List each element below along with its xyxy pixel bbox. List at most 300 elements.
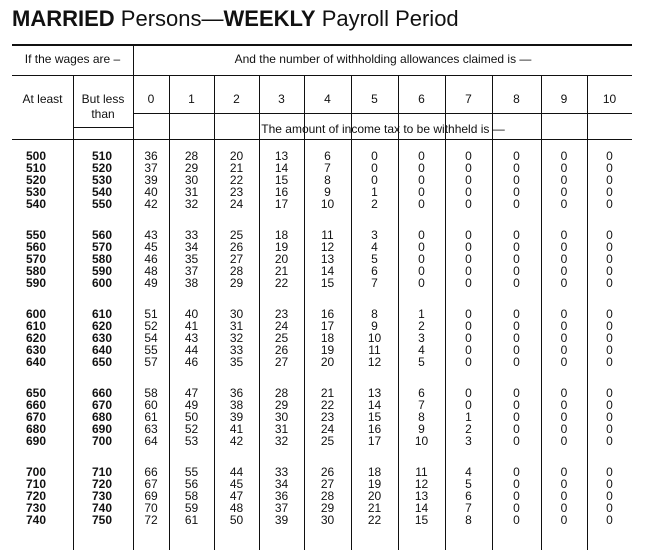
tax-cell: 0 xyxy=(371,149,378,163)
tax-cell: 30 xyxy=(184,173,199,187)
tax-cell: 24 xyxy=(229,197,244,211)
tax-cell: 28 xyxy=(229,264,244,278)
tax-cell: 52 xyxy=(184,422,199,436)
but-less-cell: 650 xyxy=(91,355,113,369)
tax-cell: 0 xyxy=(513,501,520,515)
but-less-cell: 630 xyxy=(91,331,113,345)
tax-cell: 43 xyxy=(184,331,199,345)
tax-cell: 12 xyxy=(320,240,335,254)
tax-cell: 2 xyxy=(371,197,378,211)
tax-cell: 0 xyxy=(560,398,568,412)
tax-cell: 0 xyxy=(513,343,520,357)
but-less-cell: 720 xyxy=(91,477,113,491)
tax-cell: 9 xyxy=(324,185,331,199)
tax-cell: 3 xyxy=(371,228,378,242)
tax-cell: 39 xyxy=(144,173,158,187)
tax-cell: 44 xyxy=(184,343,199,357)
allowance-col-header: 2 xyxy=(233,92,240,106)
tax-cell: 0 xyxy=(560,197,568,211)
tax-cell: 27 xyxy=(274,355,289,369)
tax-cell: 0 xyxy=(513,240,520,254)
tax-cell: 0 xyxy=(465,386,472,400)
tax-cell: 70 xyxy=(144,501,158,515)
tax-cell: 0 xyxy=(560,228,568,242)
but-less-cell: 550 xyxy=(91,197,113,211)
at-least-cell: 600 xyxy=(25,307,47,321)
tax-cell: 58 xyxy=(144,386,158,400)
tax-cell: 0 xyxy=(560,434,568,448)
at-least-cell: 530 xyxy=(25,185,47,199)
tax-cell: 3 xyxy=(418,331,425,345)
tax-cell: 0 xyxy=(513,465,520,479)
tax-cell: 6 xyxy=(465,489,472,503)
at-least-cell: 580 xyxy=(25,264,47,278)
at-least-cell: 510 xyxy=(25,161,47,175)
allowance-col-header: 6 xyxy=(418,92,425,106)
tax-cell: 0 xyxy=(606,355,613,369)
tax-cell: 0 xyxy=(606,307,613,321)
tax-cell: 30 xyxy=(229,307,244,321)
but-less-cell: 670 xyxy=(91,398,113,412)
at-least-cell: 500 xyxy=(25,149,47,163)
tax-cell: 47 xyxy=(184,386,199,400)
tax-cell: 0 xyxy=(560,343,568,357)
tax-cell: 4 xyxy=(465,465,472,479)
tax-cell: 45 xyxy=(229,477,244,491)
tax-cell: 23 xyxy=(320,410,335,424)
but-less-cell: 590 xyxy=(91,264,113,278)
but-less-cell: 610 xyxy=(91,307,113,321)
tax-cell: 22 xyxy=(367,513,382,527)
tax-cell: 33 xyxy=(274,465,289,479)
tax-cell: 4 xyxy=(418,343,425,357)
tax-cell: 20 xyxy=(229,149,244,163)
tax-cell: 0 xyxy=(513,276,520,290)
tax-cell: 50 xyxy=(184,410,199,424)
at-least-cell: 740 xyxy=(25,513,47,527)
tax-cell: 0 xyxy=(560,240,568,254)
tax-cell: 39 xyxy=(229,410,244,424)
tax-cell: 3 xyxy=(465,434,472,448)
tax-cell: 0 xyxy=(418,276,425,290)
tax-label: The amount of income tax to be withheld is — xyxy=(261,122,505,136)
tax-cell: 0 xyxy=(465,149,472,163)
tax-cell: 0 xyxy=(606,331,613,345)
tax-cell: 0 xyxy=(606,185,613,199)
tax-cell: 46 xyxy=(144,252,158,266)
at-least-cell: 650 xyxy=(25,386,47,400)
but-less-cell: 560 xyxy=(91,228,113,242)
tax-cell: 0 xyxy=(560,513,568,527)
tax-cell: 7 xyxy=(324,161,331,175)
tax-cell: 5 xyxy=(371,252,378,266)
tax-cell: 0 xyxy=(560,477,568,491)
header-rule xyxy=(12,75,632,76)
tax-cell: 18 xyxy=(367,465,382,479)
tax-cell: 0 xyxy=(606,501,613,515)
at-least-cell: 590 xyxy=(25,276,47,290)
at-least-cell: 660 xyxy=(25,398,47,412)
tax-cell: 0 xyxy=(465,307,472,321)
tax-cell: 10 xyxy=(367,331,382,345)
tax-cell: 0 xyxy=(371,161,378,175)
tax-cell: 8 xyxy=(371,307,378,321)
page-title xyxy=(12,4,459,34)
tax-cell: 0 xyxy=(606,252,613,266)
tax-cell: 1 xyxy=(418,307,425,321)
tax-cell: 15 xyxy=(320,276,335,290)
tax-cell: 60 xyxy=(144,398,158,412)
tax-cell: 0 xyxy=(465,264,472,278)
tax-cell: 0 xyxy=(560,149,568,163)
tax-cell: 20 xyxy=(320,355,335,369)
tax-cell: 38 xyxy=(229,398,244,412)
tax-cell: 14 xyxy=(367,398,382,412)
tax-cell: 21 xyxy=(367,501,382,515)
allowance-col-header: 9 xyxy=(560,92,568,106)
at-least-cell: 680 xyxy=(25,422,47,436)
tax-cell: 38 xyxy=(184,276,199,290)
title-weekly: WEEKLY xyxy=(223,6,316,31)
tax-cell: 0 xyxy=(513,264,520,278)
tax-cell: 1 xyxy=(371,185,378,199)
but-less-cell: 710 xyxy=(91,465,113,479)
tax-cell: 29 xyxy=(320,501,335,515)
tax-cell: 13 xyxy=(414,489,429,503)
at-least-header: At least xyxy=(22,92,63,106)
tax-cell: 0 xyxy=(606,386,613,400)
tax-cell: 48 xyxy=(144,264,158,278)
tax-label-rule xyxy=(133,139,632,140)
at-least-cell: 550 xyxy=(25,228,47,242)
withholding-table xyxy=(12,44,632,550)
tax-cell: 61 xyxy=(184,513,199,527)
tax-cell: 0 xyxy=(465,240,472,254)
tax-cell: 0 xyxy=(465,252,472,266)
tax-cell: 0 xyxy=(560,410,568,424)
tax-cell: 0 xyxy=(513,434,520,448)
tax-cell: 22 xyxy=(229,173,244,187)
tax-cell: 48 xyxy=(229,501,244,515)
tax-cell: 55 xyxy=(144,343,158,357)
tax-cell: 30 xyxy=(274,410,289,424)
tax-cell: 10 xyxy=(414,434,429,448)
tax-cell: 57 xyxy=(144,355,158,369)
tax-cell: 40 xyxy=(184,307,199,321)
allowance-rule xyxy=(133,113,632,114)
tax-cell: 6 xyxy=(324,149,331,163)
title-persons: Persons— xyxy=(114,6,224,31)
tax-cell: 0 xyxy=(560,307,568,321)
tax-cell: 35 xyxy=(184,252,199,266)
tax-cell: 13 xyxy=(367,386,382,400)
allowance-col-header: 4 xyxy=(324,92,331,106)
tax-cell: 54 xyxy=(144,331,158,345)
tax-cell: 0 xyxy=(513,185,520,199)
allowance-col-header: 8 xyxy=(513,92,520,106)
tax-cell: 39 xyxy=(274,513,289,527)
at-least-cell: 520 xyxy=(25,173,47,187)
tax-cell: 7 xyxy=(371,276,378,290)
tax-cell: 18 xyxy=(320,331,335,345)
but-less-cell: 750 xyxy=(91,513,113,527)
tax-cell: 0 xyxy=(560,501,568,515)
tax-cell: 0 xyxy=(513,161,520,175)
tax-cell: 25 xyxy=(320,434,335,448)
at-least-cell: 560 xyxy=(25,240,47,254)
tax-cell: 26 xyxy=(274,343,289,357)
tax-cell: 67 xyxy=(144,477,158,491)
tax-cell: 0 xyxy=(513,398,520,412)
tax-cell: 55 xyxy=(184,465,199,479)
wages-label: If the wages are – xyxy=(24,52,121,66)
tax-cell: 21 xyxy=(320,386,335,400)
tax-cell: 36 xyxy=(274,489,289,503)
tax-cell: 0 xyxy=(465,173,472,187)
tax-cell: 11 xyxy=(321,228,334,242)
tax-cell: 14 xyxy=(274,161,289,175)
tax-cell: 17 xyxy=(320,319,335,333)
tax-cell: 0 xyxy=(606,465,613,479)
tax-cell: 15 xyxy=(414,513,429,527)
tax-cell: 0 xyxy=(513,489,520,503)
at-least-cell: 700 xyxy=(25,465,47,479)
tax-cell: 10 xyxy=(320,197,335,211)
tax-cell: 0 xyxy=(560,252,568,266)
tax-cell: 28 xyxy=(184,149,199,163)
tax-cell: 17 xyxy=(274,197,289,211)
tax-cell: 12 xyxy=(367,355,382,369)
at-least-cell: 620 xyxy=(25,331,47,345)
tax-cell: 46 xyxy=(184,355,199,369)
tax-cell: 15 xyxy=(367,410,382,424)
tax-cell: 0 xyxy=(606,264,613,278)
title-payroll-period: Payroll Period xyxy=(315,6,459,31)
but-less-cell: 660 xyxy=(91,386,113,400)
tax-cell: 50 xyxy=(229,513,244,527)
tax-cell: 18 xyxy=(274,228,289,242)
tax-cell: 21 xyxy=(229,161,244,175)
but-less-cell: 680 xyxy=(91,410,113,424)
tax-cell: 26 xyxy=(320,465,335,479)
tax-cell: 0 xyxy=(560,489,568,503)
tax-cell: 4 xyxy=(371,240,378,254)
but-less-cell: 700 xyxy=(91,434,113,448)
tax-cell: 0 xyxy=(418,173,425,187)
tax-cell: 16 xyxy=(274,185,289,199)
tax-cell: 33 xyxy=(184,228,199,242)
tax-cell: 0 xyxy=(606,161,613,175)
tax-cell: 0 xyxy=(465,161,472,175)
tax-cell: 42 xyxy=(229,434,244,448)
tax-cell: 0 xyxy=(513,307,520,321)
allowances-label: And the number of withholding allowances claimed is — xyxy=(234,52,532,66)
tax-cell: 6 xyxy=(418,386,425,400)
tax-cell: 69 xyxy=(144,489,158,503)
allowance-col-header: 0 xyxy=(147,92,155,106)
tax-cell: 61 xyxy=(144,410,158,424)
at-least-cell: 640 xyxy=(25,355,47,369)
tax-cell: 0 xyxy=(418,185,425,199)
tax-cell: 0 xyxy=(418,228,425,242)
tax-cell: 36 xyxy=(144,149,158,163)
tax-cell: 24 xyxy=(274,319,289,333)
tax-cell: 8 xyxy=(465,513,472,527)
at-least-cell: 540 xyxy=(25,197,47,211)
tax-cell: 0 xyxy=(465,355,472,369)
tax-cell: 31 xyxy=(229,319,244,333)
tax-cell: 15 xyxy=(274,173,289,187)
tax-cell: 0 xyxy=(560,355,568,369)
tax-cell: 59 xyxy=(184,501,199,515)
tax-cell: 0 xyxy=(513,386,520,400)
tax-cell: 29 xyxy=(229,276,244,290)
tax-cell: 0 xyxy=(560,161,568,175)
tax-cell: 0 xyxy=(606,240,613,254)
tax-cell: 0 xyxy=(606,434,613,448)
tax-cell: 20 xyxy=(367,489,382,503)
tax-cell: 44 xyxy=(229,465,244,479)
tax-cell: 0 xyxy=(560,331,568,345)
tax-cell: 37 xyxy=(184,264,199,278)
tax-cell: 33 xyxy=(229,343,244,357)
tax-cell: 0 xyxy=(418,161,425,175)
tax-cell: 31 xyxy=(184,185,199,199)
at-least-cell: 630 xyxy=(25,343,47,357)
tax-cell: 0 xyxy=(465,197,472,211)
tax-cell: 14 xyxy=(414,501,429,515)
tax-cell: 0 xyxy=(560,319,568,333)
tax-cell: 0 xyxy=(606,513,613,527)
tax-cell: 0 xyxy=(513,355,520,369)
tax-cell: 72 xyxy=(144,513,158,527)
tax-cell: 40 xyxy=(144,185,158,199)
wage-header-rule xyxy=(73,127,133,128)
tax-cell: 0 xyxy=(465,185,472,199)
tax-cell: 37 xyxy=(274,501,289,515)
tax-cell: 37 xyxy=(144,161,158,175)
tax-cell: 41 xyxy=(229,422,244,436)
tax-cell: 2 xyxy=(418,319,425,333)
tax-cell: 0 xyxy=(606,149,613,163)
tax-cell: 23 xyxy=(229,185,244,199)
tax-cell: 0 xyxy=(513,319,520,333)
tax-cell: 11 xyxy=(368,343,381,357)
tax-cell: 43 xyxy=(144,228,158,242)
tax-cell: 0 xyxy=(606,422,613,436)
tax-cell: 0 xyxy=(513,197,520,211)
at-least-cell: 670 xyxy=(25,410,47,424)
but-less-cell: 540 xyxy=(91,185,113,199)
tax-cell: 16 xyxy=(367,422,382,436)
tax-cell: 8 xyxy=(324,173,331,187)
tax-cell: 13 xyxy=(320,252,335,266)
tax-cell: 0 xyxy=(465,276,472,290)
tax-cell: 25 xyxy=(274,331,289,345)
allowance-col-header: 7 xyxy=(465,92,472,106)
tax-cell: 32 xyxy=(229,331,244,345)
tax-cell: 58 xyxy=(184,489,199,503)
tax-cell: 0 xyxy=(465,398,472,412)
tax-cell: 0 xyxy=(606,228,613,242)
but-less-cell: 600 xyxy=(91,276,113,290)
tax-cell: 16 xyxy=(320,307,335,321)
tax-cell: 0 xyxy=(418,264,425,278)
tax-cell: 0 xyxy=(513,173,520,187)
but-less-cell: 510 xyxy=(91,149,113,163)
tax-cell: 30 xyxy=(320,513,335,527)
tax-cell: 0 xyxy=(560,465,568,479)
tax-cell: 0 xyxy=(606,197,613,211)
tax-cell: 0 xyxy=(560,185,568,199)
tax-cell: 0 xyxy=(418,149,425,163)
tax-cell: 24 xyxy=(320,422,335,436)
tax-cell: 12 xyxy=(414,477,429,491)
tax-cell: 0 xyxy=(560,386,568,400)
tax-cell: 0 xyxy=(560,264,568,278)
but-less-cell: 640 xyxy=(91,343,113,357)
tax-cell: 27 xyxy=(229,252,244,266)
tax-cell: 0 xyxy=(418,252,425,266)
tax-cell: 5 xyxy=(418,355,425,369)
but-less-cell: 530 xyxy=(91,173,113,187)
at-least-cell: 730 xyxy=(25,501,47,515)
tax-cell: 6 xyxy=(371,264,378,278)
but-less-cell: 740 xyxy=(91,501,113,515)
tax-cell: 63 xyxy=(144,422,158,436)
tax-cell: 0 xyxy=(513,228,520,242)
tax-cell: 47 xyxy=(229,489,244,503)
tax-cell: 0 xyxy=(513,331,520,345)
tax-cell: 0 xyxy=(606,343,613,357)
tax-cell: 36 xyxy=(229,386,244,400)
tax-cell: 35 xyxy=(229,355,244,369)
tax-cell: 41 xyxy=(184,319,199,333)
tax-cell: 27 xyxy=(320,477,335,491)
tax-cell: 0 xyxy=(560,173,568,187)
tax-cell: 49 xyxy=(144,276,158,290)
tax-cell: 0 xyxy=(606,319,613,333)
but-less-cell: 690 xyxy=(91,422,113,436)
tax-cell: 42 xyxy=(144,197,158,211)
tax-cell: 0 xyxy=(465,228,472,242)
but-less-cell: 730 xyxy=(91,489,113,503)
tax-cell: 34 xyxy=(274,477,289,491)
tax-cell: 19 xyxy=(320,343,335,357)
but-less-cell: 620 xyxy=(91,319,113,333)
tax-cell: 34 xyxy=(184,240,199,254)
tax-cell: 25 xyxy=(229,228,244,242)
tax-cell: 28 xyxy=(320,489,335,503)
tax-cell: 5 xyxy=(465,477,472,491)
tax-cell: 0 xyxy=(465,343,472,357)
tax-cell: 26 xyxy=(229,240,244,254)
tax-cell: 19 xyxy=(367,477,382,491)
tax-cell: 0 xyxy=(418,240,425,254)
tax-cell: 14 xyxy=(320,264,335,278)
tax-cell: 0 xyxy=(513,149,520,163)
but-less-header: But less than xyxy=(81,92,125,121)
tax-cell: 0 xyxy=(606,173,613,187)
tax-cell: 22 xyxy=(320,398,335,412)
tax-cell: 52 xyxy=(144,319,158,333)
tax-cell: 7 xyxy=(465,501,472,515)
tax-cell: 8 xyxy=(418,410,425,424)
tax-cell: 0 xyxy=(513,477,520,491)
tax-cell: 0 xyxy=(465,331,472,345)
title-married: MARRIED xyxy=(12,6,115,31)
tax-cell: 17 xyxy=(367,434,382,448)
